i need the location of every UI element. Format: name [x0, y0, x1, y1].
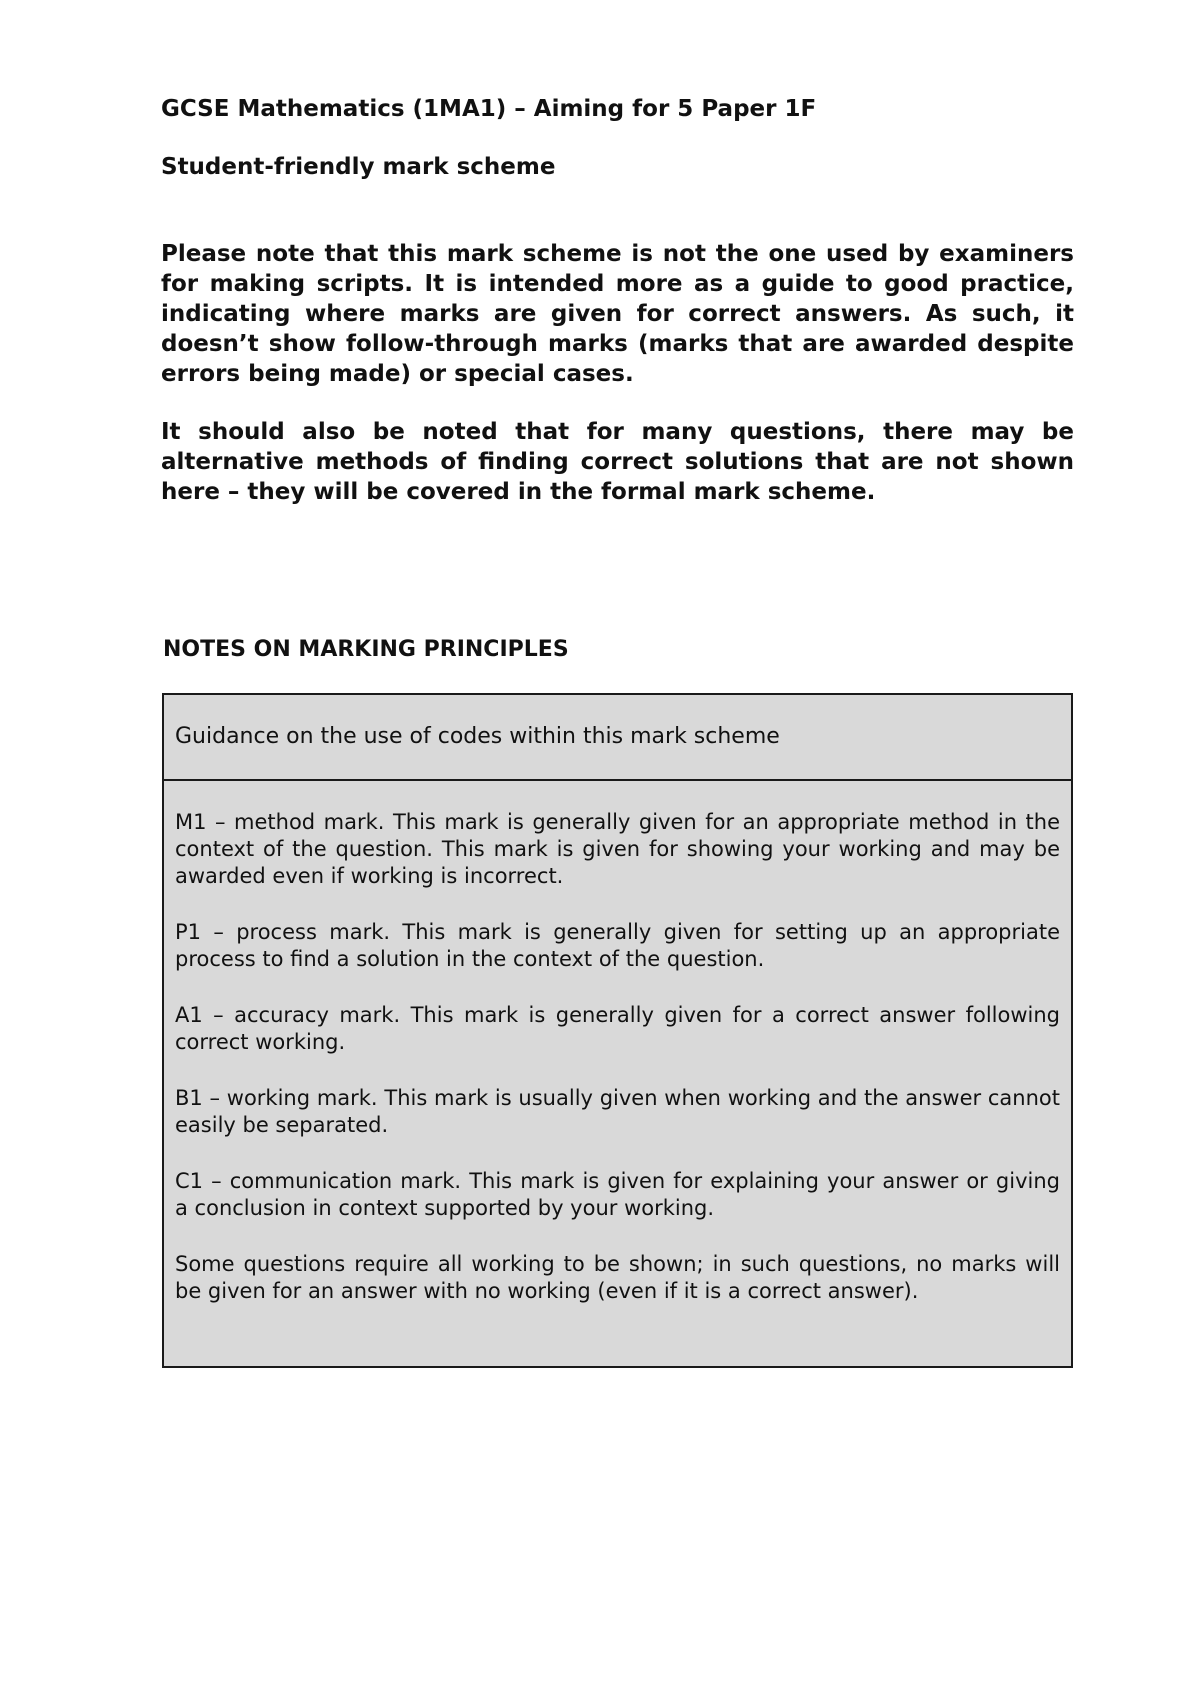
section-heading: NOTES ON MARKING PRINCIPLES: [163, 637, 569, 662]
guidance-m1-paragraph: M1 – method mark. This mark is generally given for an appropriate method in the context of the question. This mark is given for showing your working and may be awarded even if working is incorrect.: [175, 810, 1060, 888]
guidance-p1-paragraph: P1 – process mark. This mark is generally given for setting up an appropriate process to find a solution in the context of the question.: [175, 920, 1060, 971]
guidance-working-note: Some questions require all working to be shown; in such questions, no marks will be given for an answer with no working (even if it is a correct answer).: [175, 1252, 1060, 1303]
document-title: GCSE Mathematics (1MA1) – Aiming for 5 Paper 1F: [161, 96, 817, 122]
guidance-c1-paragraph: C1 – communication mark. This mark is given for explaining your answer or giving a conclusion in context supported by your working.: [175, 1169, 1060, 1220]
notice-paragraph-1: Please note that this mark scheme is not the one used by examiners for making scripts. It is intended more as a guide to good practice, indicating where marks are given for correct answers. As such, it doesn’t show follow-through marks (marks that are awarded despite errors being made) or special cases.: [161, 241, 1074, 387]
document-page: [161, 95, 1074, 507]
notice-paragraph-2: It should also be noted that for many questions, there may be alternative methods of finding correct solutions that are not shown here – they will be covered in the formal mark scheme.: [161, 419, 1074, 505]
guidance-header: Guidance on the use of codes within this mark scheme: [164, 695, 1071, 781]
guidance-a1-paragraph: A1 – accuracy mark. This mark is generally given for a correct answer following correct working.: [175, 1003, 1060, 1054]
document-subtitle: Student-friendly mark scheme: [161, 154, 556, 180]
guidance-box: [162, 693, 1073, 1368]
guidance-b1-paragraph: B1 – working mark. This mark is usually given when working and the answer cannot easily be separated.: [175, 1086, 1060, 1137]
guidance-body: [164, 781, 1071, 1305]
